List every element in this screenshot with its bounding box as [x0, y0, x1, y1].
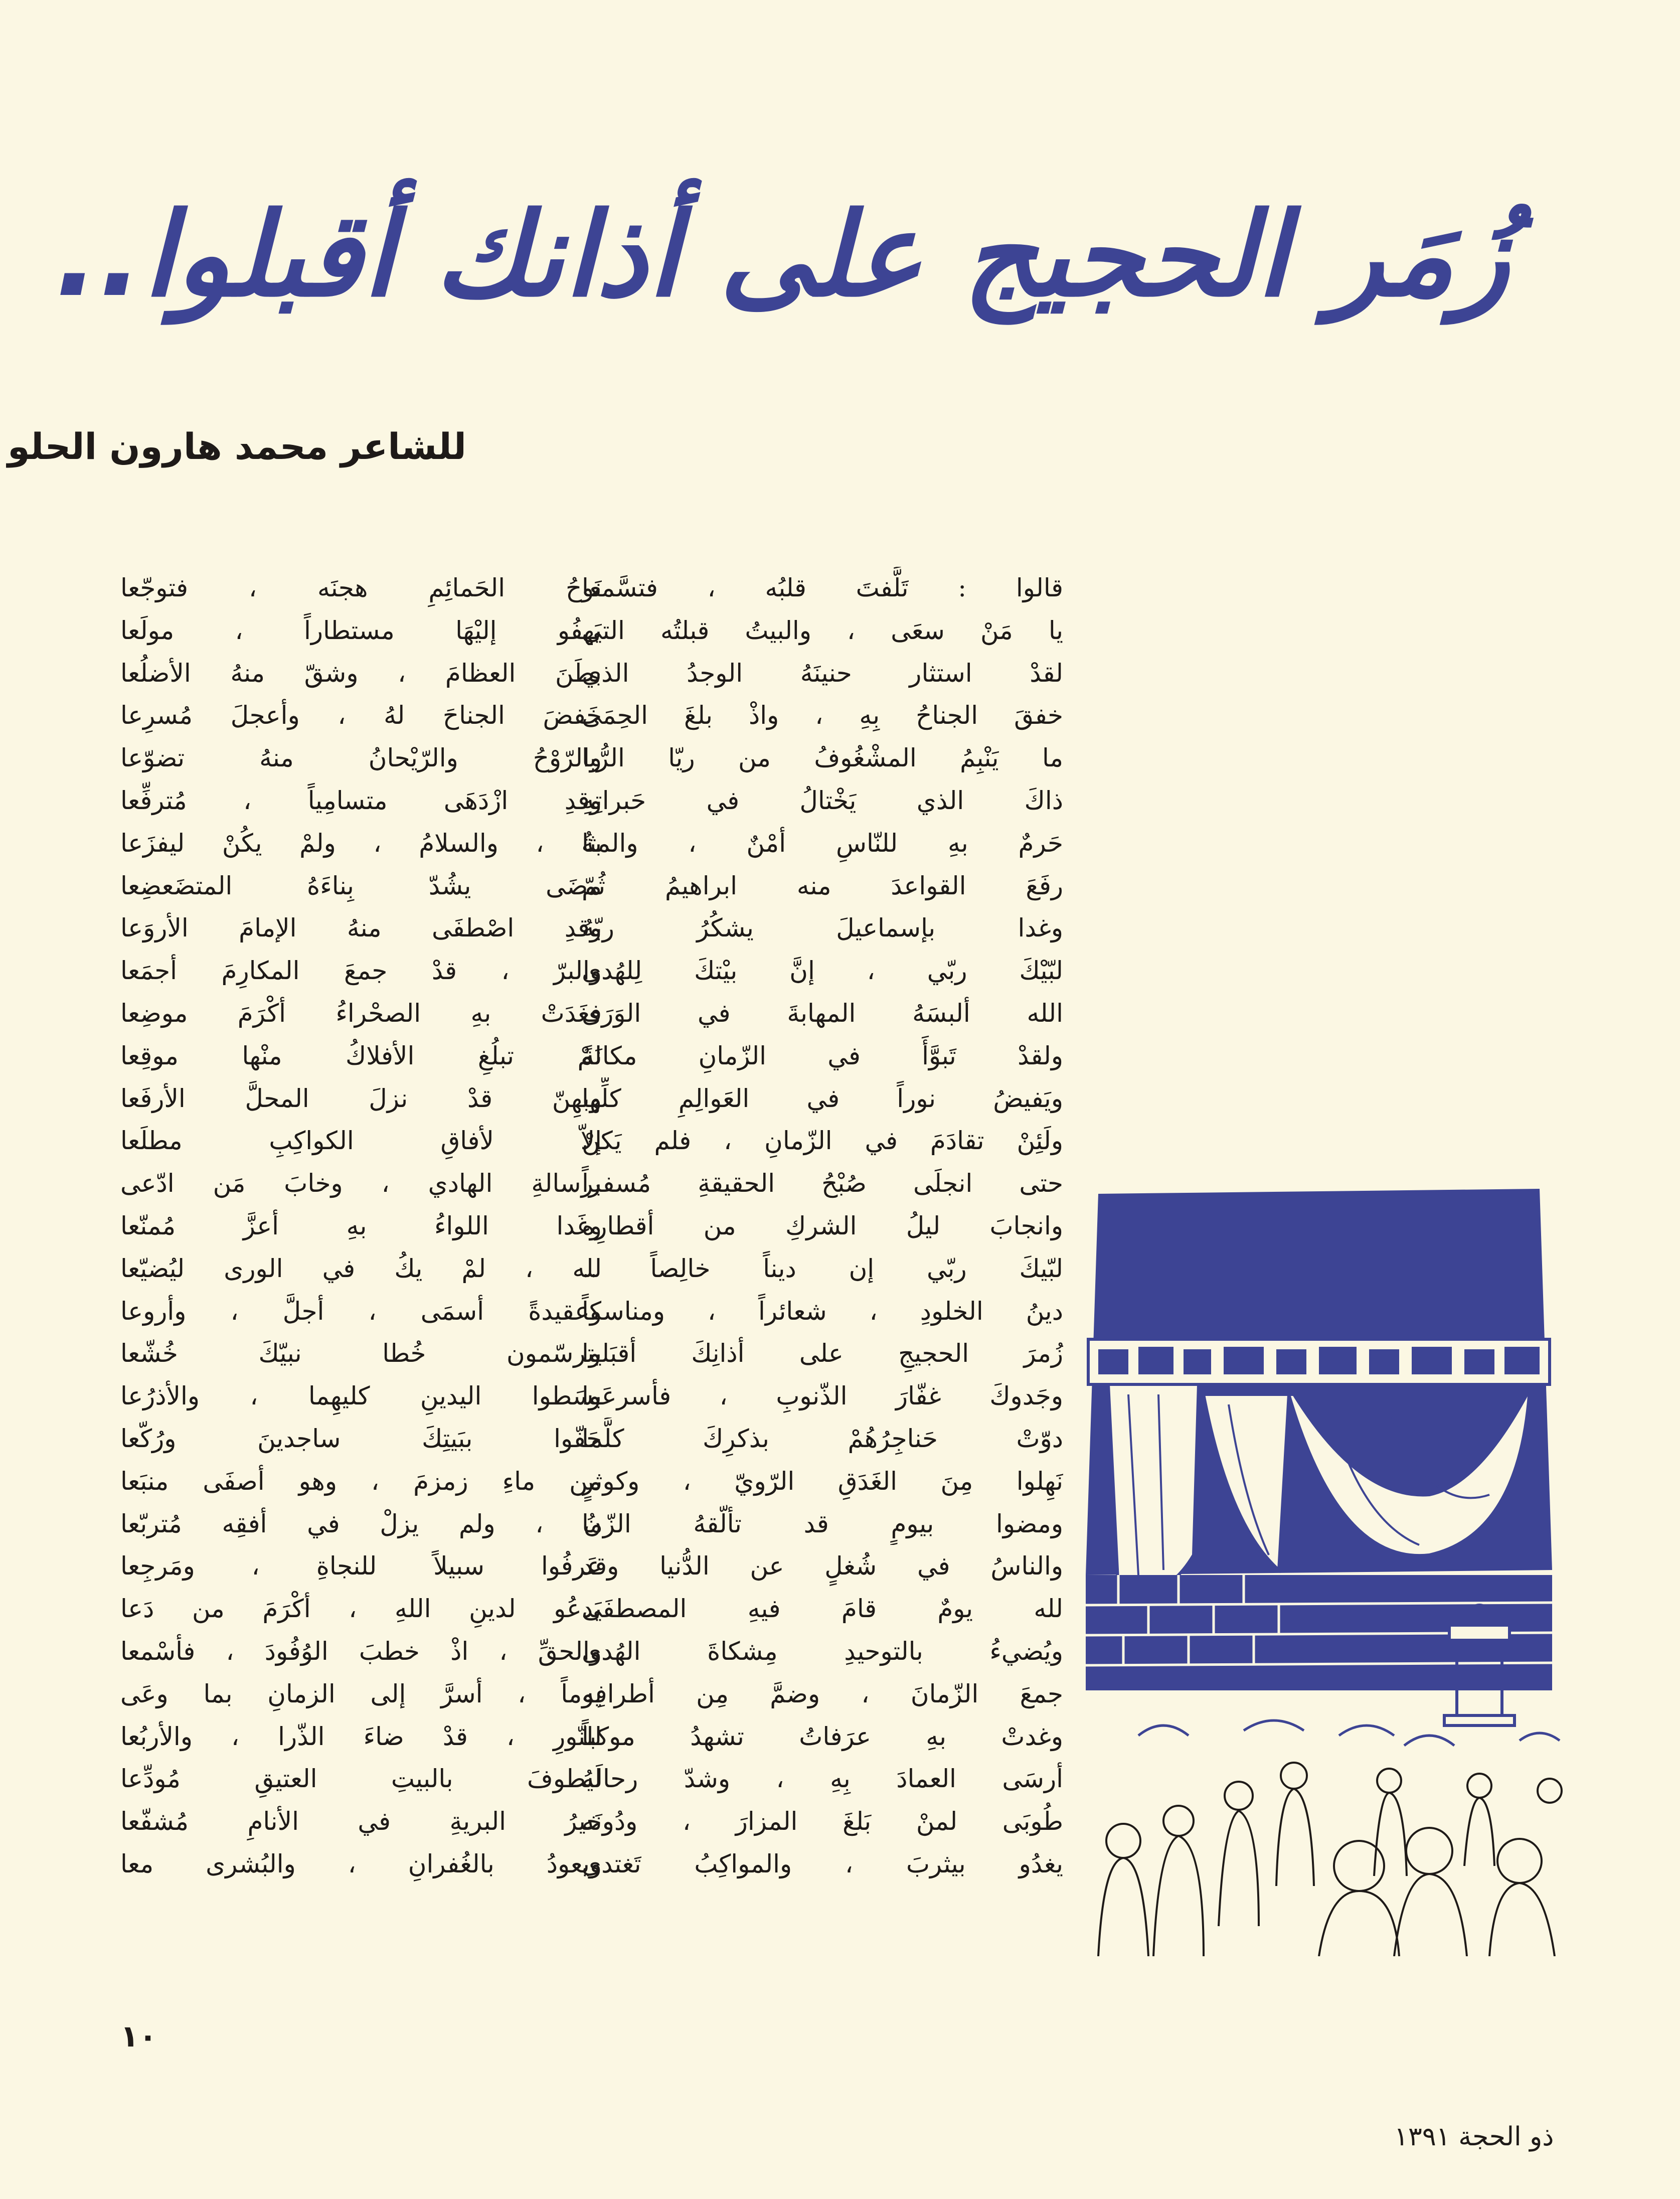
verse-line: أرسَى العمادَ بِهِ ، وشدّ رحالَهُ: [582, 1764, 1063, 1794]
verse-line: وعقيدةً أسمَى ، أجلَّ ، وأروعا: [120, 1296, 602, 1326]
verse-line: والناسُ في شُغلٍ عن الدُّنيا وقد: [582, 1551, 1063, 1581]
verse-line: رفَعَ القواعدَ منه ابراهيمُ ثُمّ: [582, 871, 1063, 900]
verse-line: والبرّ ، قدْ جمعَ المكارِمَ أجمَعا: [120, 956, 602, 986]
kaaba-illustration: [1078, 1174, 1580, 1956]
curtain-1: [1108, 1384, 1199, 1594]
verse-line: دينُ الخلودِ ، شعائراً ، ومناسكاً: [582, 1296, 1063, 1326]
verse-line: برسالةِ الهادي ، وخابَ مَن ادّعى: [120, 1169, 602, 1198]
verse-line: يوماً ، أسرَّ إلى الزمانِ بما وعَى: [120, 1679, 602, 1708]
poem-title: زُمَر الحجيج على أذانك أقبلوا..: [55, 189, 1509, 323]
poem-column-right: [582, 567, 1063, 1886]
verse-line: ما يَنْبِمُ المشْغُوفُ من ريّا الرُّبا: [582, 743, 1063, 773]
verse-line: نَهِلوا مِنَ الغَدَقِ الرّويّ ، وكوثرٍ: [582, 1466, 1063, 1496]
verse-line: نَوحُ الحَمائِمِ هجنَه ، فتوجّعا: [120, 573, 602, 602]
verse-line: من ماءِ زمزمَ ، وهو أصفَى منبَعا: [120, 1466, 602, 1496]
verse-line: وانجابَ ليلُ الشركِ من أقطارِه: [582, 1211, 1063, 1240]
verse-line: للنّورِ ، قدْ ضاءَ الذّرا ، والأربُعا: [120, 1721, 602, 1751]
verse-line: زُمرَ الحجيجِ على أذانِكَ أقبَلوا: [582, 1339, 1063, 1368]
footer-date: ذو الحجة ١٣٩١: [1394, 2122, 1554, 2152]
verse-line: ويعودُ بالغُفرانِ ، والبُشرى معا: [120, 1849, 602, 1878]
verse-line: لمْ تبلُغِ الأفلاكُ منْها موقِعا: [120, 1041, 602, 1070]
verse-line: جمعَ الزّمانَ ، وضمَّ مِن أطرافِه: [582, 1679, 1063, 1708]
verse-line: وقدِ ازْدَهَى متسامِياً ، مُترفِّعا: [120, 786, 602, 815]
verse-line: خفقَ الجناحُ بِهِ ، واذْ بلغَ الحِمَى: [582, 701, 1063, 730]
verse-line: لله يومٌ قامَ فيهِ المصطفَى: [582, 1594, 1063, 1624]
verse-line: طُوبَى لمنْ بَلغَ المزارَ ، ودُونَه: [582, 1807, 1063, 1836]
verse-line: يغدُو بيثربَ ، والمواكِبُ تَغتدي: [582, 1849, 1063, 1878]
verse-line: والحقِّ ، اذْ خطبَ الوُفُودَ ، فأسْمعا: [120, 1636, 602, 1666]
verse-line: بطَنَ العظامَ ، وشقّ منهُ الأضلُعا: [120, 658, 602, 688]
verse-line: يا مَنْ سعَى ، والبيتُ قبلتُه التي: [582, 615, 1063, 645]
verse-line: نُ ، ولم يزلْ في أفقِه مُتربّعا: [120, 1509, 602, 1538]
verse-line: لقدْ استثار حنينَهُ الوجدُ الذي: [582, 658, 1063, 688]
verse-line: والرّوْحُ والرّيْحانُ منهُ تضوّعا: [120, 743, 602, 773]
verse-line: قالوا : تَلَّفتَ قلبُه ، فتسَّمعا: [582, 573, 1063, 602]
verse-line: حَرمٌ بهِ للنّاسِ أمْنٌ ، والمثا: [582, 828, 1063, 858]
verse-line: وغَدا اللواءُ بهِ أعزَّ مُمنّعا: [120, 1211, 602, 1240]
verse-line: حَفّوا ببَيتِكَ ساجدينَ ورُكّعا: [120, 1424, 602, 1453]
verse-line: حتى انجلَى صُبْحُ الحقيقةِ مُسفراً: [582, 1169, 1063, 1198]
verse-line: لله ، لمْ يكُ في الورى ليُضيّعا: [120, 1253, 602, 1283]
verse-line: مضَى يشُدّ بِناءَهُ المتضَعضِعا: [120, 871, 602, 900]
verse-line: خَفضَ الجناحَ لهُ ، وأعجلَ مُسرِعا: [120, 701, 602, 730]
verse-line: وبهِنّ قدْ نزلَ المحلَّ الأرفَعا: [120, 1083, 602, 1113]
verse-line: فغَدَتْ بهِ الصحْراءُ أكْرَمَ موضِعا: [120, 998, 602, 1028]
verse-line: يَدعُو لدينِ اللهِ ، أكْرَمَ من دَعا: [120, 1594, 602, 1624]
verse-line: وجَدوكَ غفّارَ الذّنوبِ ، فأسرعَوا: [582, 1381, 1063, 1411]
verse-line: لبّيْكَ ربّي ، إنَّ بيْتكَ لِلهُدى: [582, 956, 1063, 986]
verse-line: ذاكَ الذي يَخْتالُ في حَبراتِهِ: [582, 786, 1063, 815]
verse-line: عَرفُوا سبيلاً للنجاةِ ، ومَرجِعا: [120, 1551, 602, 1581]
verse-line: ويَفيضُ نوراً في العَوالِمِ كلِّها: [582, 1083, 1063, 1113]
verse-line: وغدتْ بهِ عرَفاتُ تشهدُ موكباً: [582, 1721, 1063, 1751]
verse-line: وقدِ اصْطفَى منهُ الإمامَ الأروَعا: [120, 913, 602, 943]
verse-line: دوّتْ حَناجِرُهُمْ بذكرِكَ كلَّما: [582, 1424, 1063, 1453]
verse-line: ومضوا بيومٍ قد تألّقهُ الزّما: [582, 1509, 1063, 1538]
author-line: للشاعر محمد هارون الحلو: [8, 425, 466, 467]
verse-line: ويُضيءُ بالتوحيدِ مِشكاةَ الهُدى: [582, 1636, 1063, 1666]
verse-line: يترسّمون خُطا نبيّكَ خُشّعا: [120, 1339, 602, 1368]
verse-line: الله ألبسَهُ المهابةَ في الوَرَى: [582, 998, 1063, 1028]
verse-line: بسَطوا اليدينِ كليهِما ، والأذرُعا: [120, 1381, 602, 1411]
verse-line: خيرُ البريةِ في الأنامِ مُشفّعا: [120, 1807, 602, 1836]
verse-line: ولَئِنْ تقادَمَ في الزّمانِ ، فلم يَكنْ: [582, 1126, 1063, 1156]
verse-line: بةُ ، والسلامُ ، ولمْ يكُنْ ليفزَعا: [120, 828, 602, 858]
verse-line: يَهفُو إليْهَا مستطاراً ، مولَعا: [120, 615, 602, 645]
verse-line: وغدا بإسماعيلَ يشكُرُ ربّهُ: [582, 913, 1063, 943]
verse-line: إلاّ لأفاقِ الكواكِبِ مطلَعا: [120, 1126, 602, 1156]
verse-line: لبّيكَ ربّي إن ديناً خالِصاً ..: [582, 1253, 1063, 1283]
verse-line: ولقدْ تَبوَّأَ في الزّمانِ مكانَةً: [582, 1041, 1063, 1070]
verse-line: ليطوفَ بالبيتِ العتيقِ مُودِّعا: [120, 1764, 602, 1794]
page-number: ١٠: [120, 2019, 157, 2054]
poem-column-left: [120, 567, 602, 1886]
